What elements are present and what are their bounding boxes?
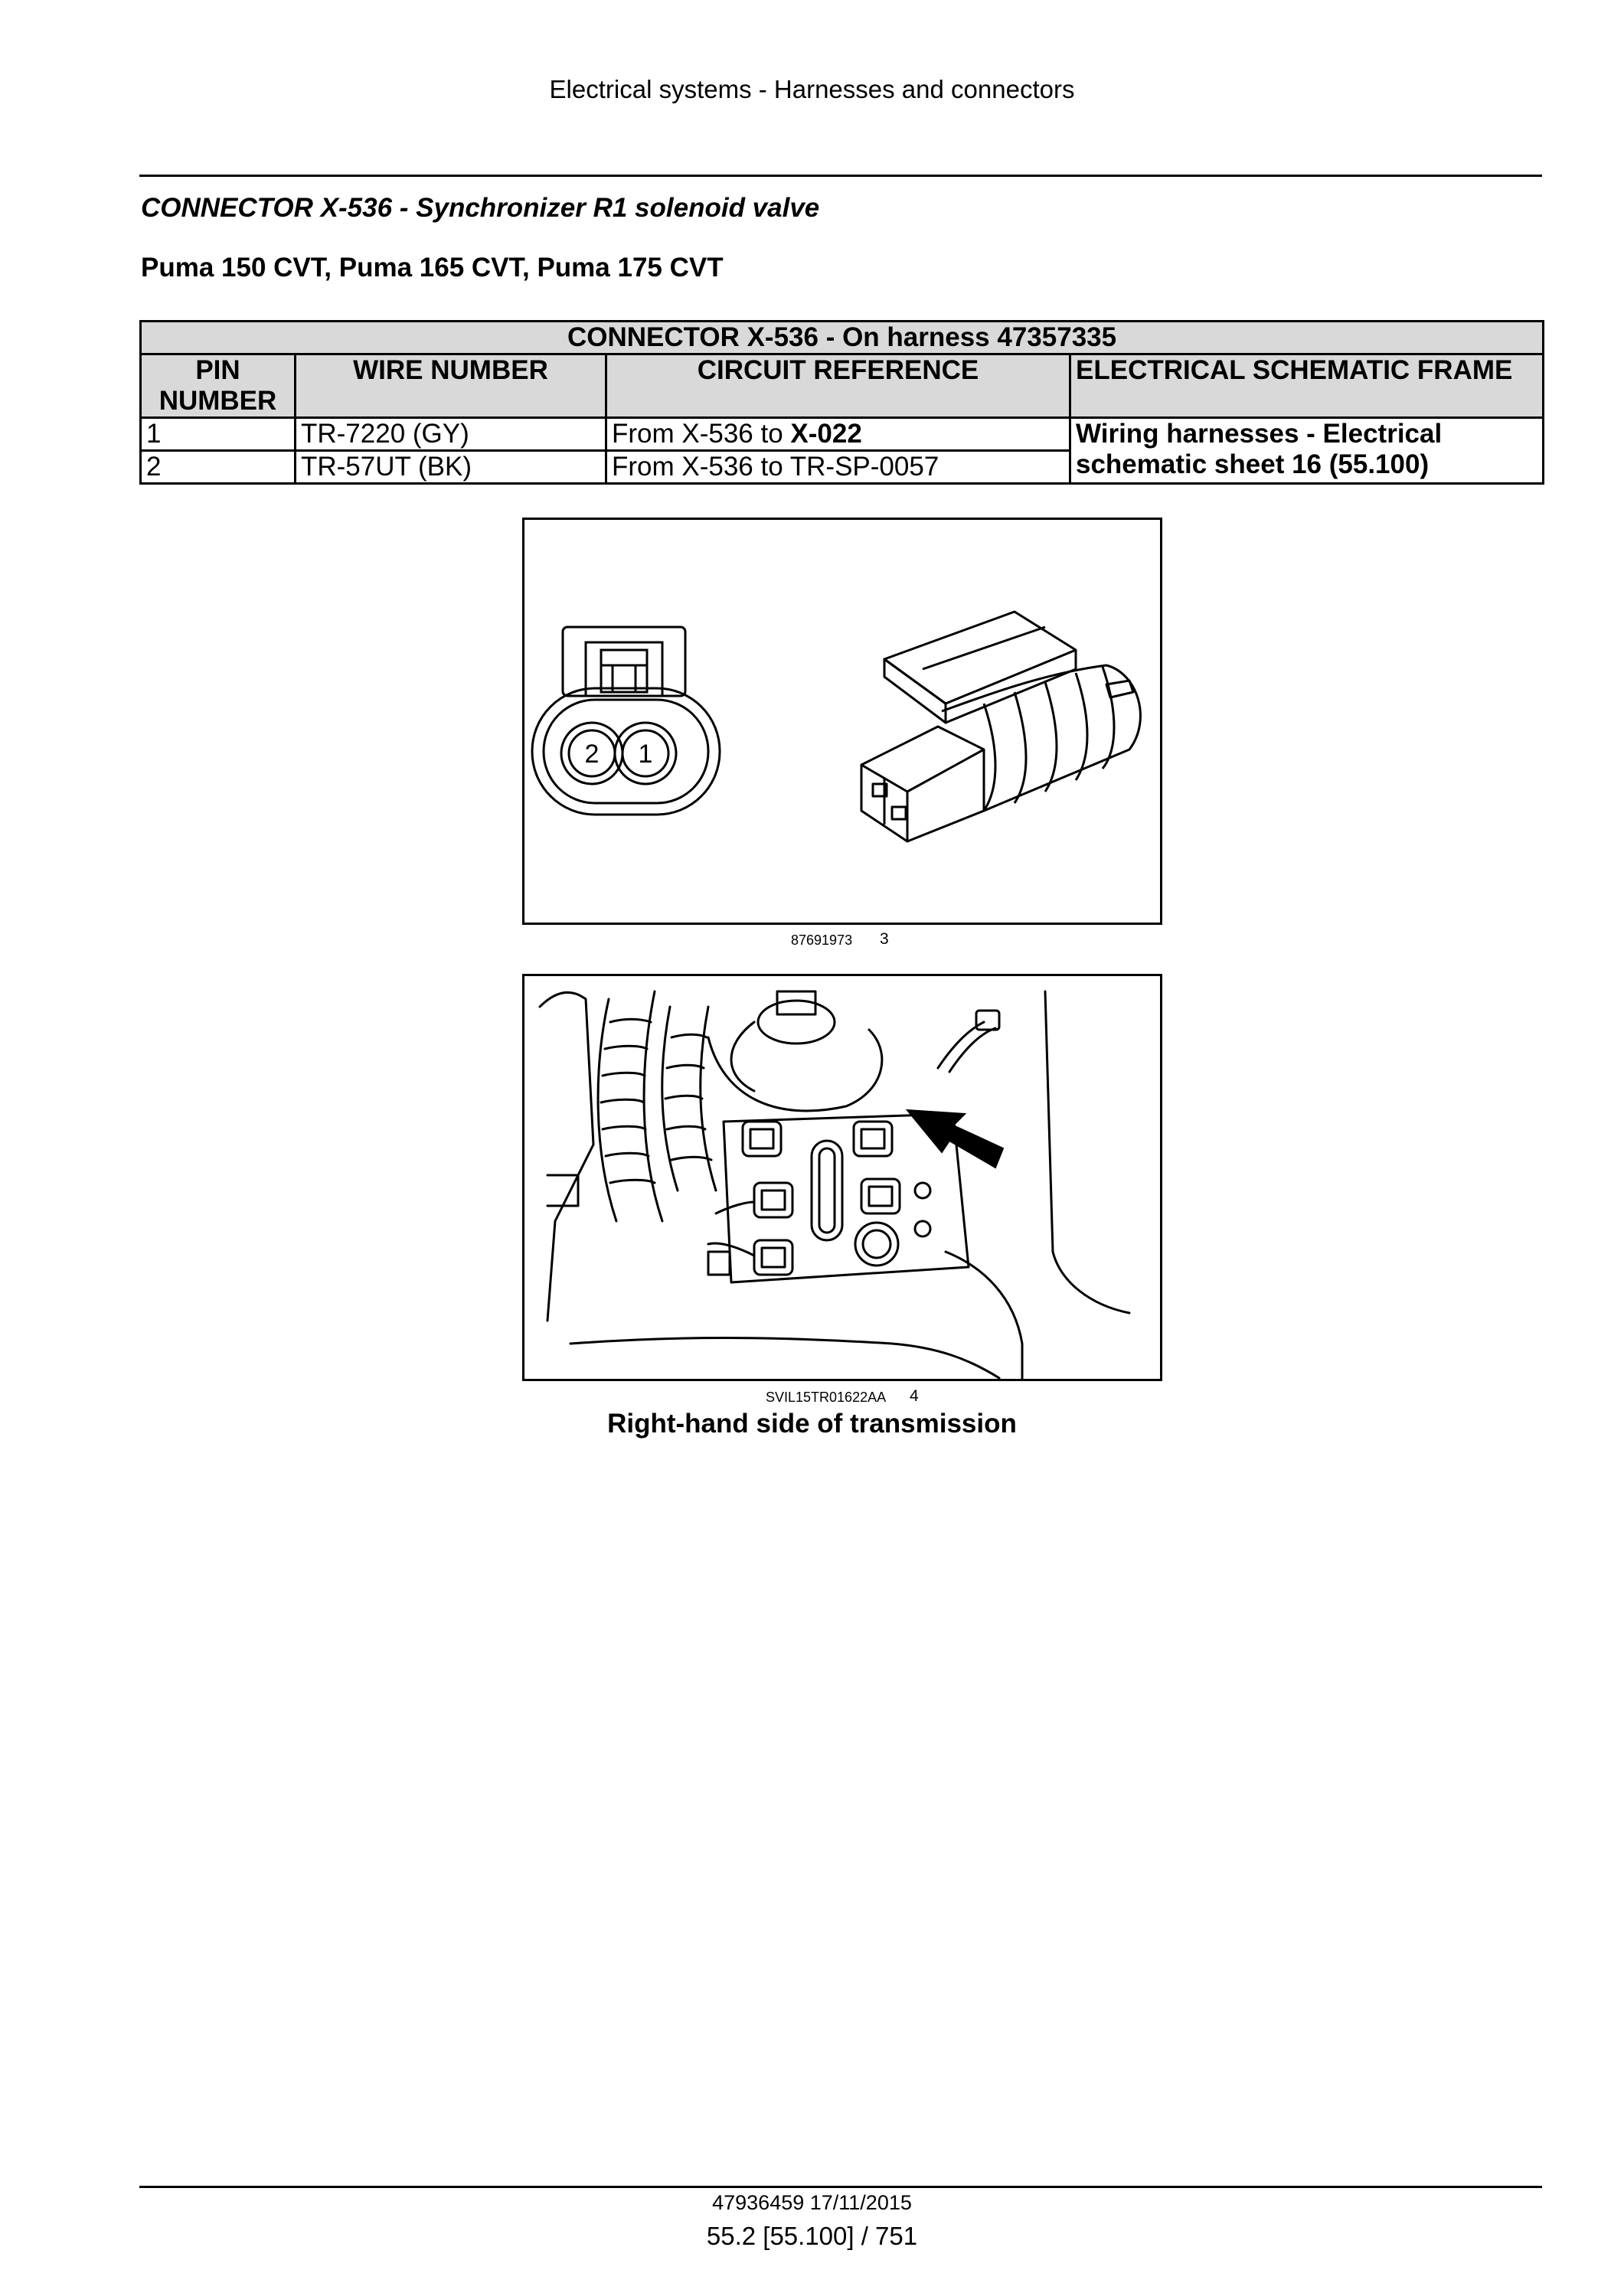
pin-cell: 2 bbox=[141, 451, 296, 484]
pin-label-2: 2 bbox=[584, 740, 600, 769]
figure-id: SVIL15TR01622AA bbox=[766, 1390, 887, 1405]
solenoid-connectors bbox=[708, 1122, 900, 1275]
casing-bottom bbox=[570, 1338, 999, 1379]
schematic-frame-cell: Wiring harnesses - Electrical schematic sheet 16 (55.100) bbox=[1070, 418, 1544, 484]
col-header-wire: WIRE NUMBER bbox=[296, 354, 606, 418]
wire-harness-bundle bbox=[598, 991, 716, 1221]
connector-isometric-view bbox=[861, 612, 1140, 841]
wire-cell: TR-57UT (BK) bbox=[296, 451, 606, 484]
col-header-pin: PIN NUMBER bbox=[141, 354, 296, 418]
connector-figure bbox=[522, 518, 1162, 925]
connector-drawing bbox=[524, 520, 1160, 923]
circuit-cell bbox=[606, 418, 1070, 451]
circuit-target: X-022 bbox=[790, 419, 862, 449]
wire-cell: TR-7220 (GY) bbox=[296, 418, 606, 451]
transmission-drawing bbox=[524, 976, 1160, 1379]
circuit-text: From X-536 to TR-SP-0057 bbox=[612, 452, 939, 482]
table-row bbox=[141, 418, 1544, 451]
page-reference: 55.2 [55.100] / 751 bbox=[706, 2222, 918, 2250]
valve-cap bbox=[708, 991, 882, 1111]
figure-number: 3 bbox=[880, 930, 889, 948]
pin-cell: 1 bbox=[141, 418, 296, 451]
document-number: 47936459 17/11/2015 bbox=[712, 2191, 912, 2214]
section-title: CONNECTOR X-536 - Synchronizer R1 solenoid valve bbox=[141, 193, 820, 223]
circuit-text: From X-536 to bbox=[612, 419, 791, 449]
header-rule bbox=[139, 175, 1542, 177]
connector-face-view bbox=[532, 627, 720, 815]
figure-caption: Right-hand side of transmission bbox=[607, 1409, 1017, 1439]
casing-left bbox=[540, 992, 593, 1321]
footer-rule bbox=[139, 2186, 1542, 2188]
model-list: Puma 150 CVT, Puma 165 CVT, Puma 175 CVT bbox=[141, 253, 724, 283]
circuit-cell bbox=[606, 451, 1070, 484]
col-header-frame: ELECTRICAL SCHEMATIC FRAME bbox=[1070, 354, 1544, 418]
running-header: Electrical systems - Harnesses and connectors bbox=[549, 75, 1075, 103]
pin-label-1: 1 bbox=[638, 740, 653, 769]
transmission-figure bbox=[522, 974, 1162, 1381]
figure-number: 4 bbox=[910, 1387, 919, 1405]
connector-table bbox=[139, 320, 1544, 485]
casing-right bbox=[1045, 991, 1129, 1313]
figure-id: 87691973 bbox=[791, 932, 853, 948]
table-caption: CONNECTOR X-536 - On harness 47357335 bbox=[141, 322, 1544, 354]
pointer-arrow bbox=[907, 1110, 1003, 1168]
col-header-circuit: CIRCUIT REFERENCE bbox=[606, 354, 1070, 418]
